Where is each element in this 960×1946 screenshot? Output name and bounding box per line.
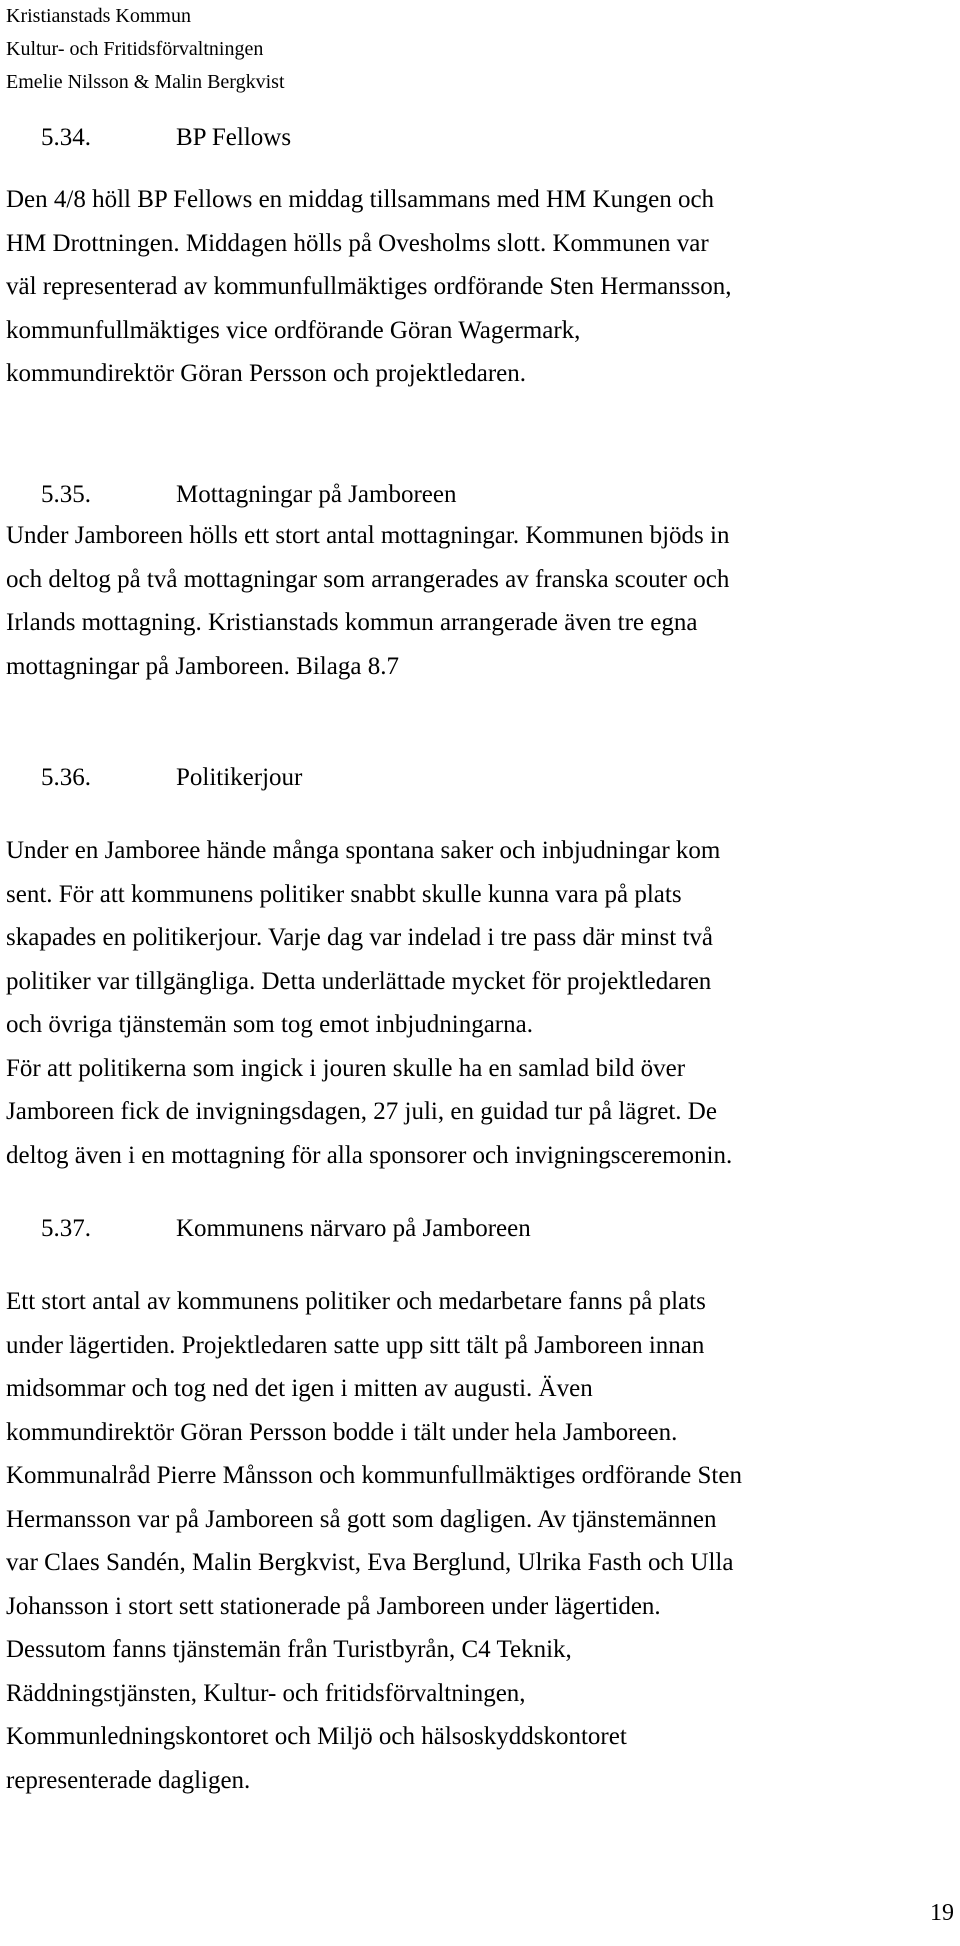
section-title: Politikerjour (176, 764, 303, 791)
section-paragraph-5-37 (6, 1280, 742, 1802)
paragraph-line: Hermansson var på Jamboreen så gott som dagligen. Av tjänstemännen (6, 1505, 717, 1533)
section-title: Mottagningar på Jamboreen (176, 481, 457, 508)
paragraph-line: Jamboreen fick de invigningsdagen, 27 juli, en guidad tur på lägret. De (6, 1098, 717, 1125)
paragraph-line: Den 4/8 höll BP Fellows en middag tillsammans med HM Kungen och (6, 186, 715, 213)
section-title: BP Fellows (176, 124, 292, 151)
paragraph-line: Under en Jamboree hände många spontana saker och inbjudningar kom (6, 837, 721, 864)
paragraph-line: skapades en politikerjour. Varje dag var indelad i tre pass där minst två (6, 924, 713, 951)
section-heading-5-36 (6, 760, 302, 796)
section-number: 5.37. (41, 1215, 91, 1242)
paragraph-line: Johansson i stort sett stationerade på Jamboreen under lägertiden. (6, 1592, 661, 1620)
paragraph-line: mottagningar på Jamboreen. Bilaga 8.7 (6, 652, 399, 680)
header-department: Kultur- och Fritidsförvaltningen (6, 38, 264, 60)
paragraph-line: Räddningstjänsten, Kultur- och fritidsförvaltningen, (6, 1679, 526, 1707)
section-paragraph-5-34 (6, 178, 731, 396)
paragraph-line: Kommunalråd Pierre Månsson och kommunfullmäktiges ordförande Sten (6, 1462, 742, 1489)
section-heading-5-37 (6, 1211, 531, 1247)
paragraph-line: representerade dagligen. (6, 1766, 251, 1794)
section-title: Kommunens närvaro på Jamboreen (176, 1215, 531, 1242)
paragraph-line: kommundirektör Göran Persson bodde i tält under hela Jamboreen. (6, 1418, 678, 1446)
paragraph-line: HM Drottningen. Middagen hölls på Ovesholms slott. Kommunen var (6, 229, 709, 257)
document-header (6, 0, 285, 99)
paragraph-line: midsommar och tog ned det igen i mitten av augusti. Även (6, 1375, 593, 1402)
paragraph-line: under lägertiden. Projektledaren satte upp sitt tält på Jamboreen innan (6, 1331, 705, 1359)
paragraph-line: För att politikerna som ingick i jouren skulle ha en samlad bild över (6, 1054, 686, 1082)
paragraph-line: kommundirektör Göran Persson och projektledaren. (6, 360, 527, 387)
paragraph-line: kommunfullmäktiges vice ordförande Göran Wagermark, (6, 316, 581, 344)
section-heading-5-35 (6, 477, 456, 513)
paragraph-line: Under Jamboreen hölls ett stort antal mottagningar. Kommunen bjöds in (6, 522, 730, 549)
paragraph-line: och deltog på två mottagningar som arrangerades av franska scouter och (6, 565, 730, 593)
section-heading-5-34 (6, 120, 291, 156)
paragraph-line: väl representerad av kommunfullmäktiges ordförande Sten Hermansson, (6, 273, 732, 300)
section-number: 5.35. (41, 481, 91, 508)
paragraph-line: Kommunledningskontoret och Miljö och hälsoskyddskontoret (6, 1723, 627, 1750)
section-number: 5.36. (41, 764, 91, 791)
header-authors: Emelie Nilsson & Malin Bergkvist (6, 71, 285, 93)
section-number: 5.34. (41, 124, 91, 151)
paragraph-line: Dessutom fanns tjänstemän från Turistbyrån, C4 Teknik, (6, 1636, 572, 1663)
paragraph-line: deltog även i en mottagning för alla sponsorer och invigningsceremonin. (6, 1141, 733, 1169)
page-number: 19 (930, 1900, 954, 1926)
paragraph-line: Ett stort antal av kommunens politiker och medarbetare fanns på plats (6, 1288, 706, 1315)
paragraph-line: var Claes Sandén, Malin Bergkvist, Eva Berglund, Ulrika Fasth och Ulla (6, 1549, 734, 1576)
section-paragraph-5-35 (6, 514, 730, 688)
paragraph-line: Irlands mottagning. Kristianstads kommun arrangerade även tre egna (6, 609, 698, 636)
paragraph-line: politiker var tillgängliga. Detta underlättade mycket för projektledaren (6, 967, 712, 995)
header-organization: Kristianstads Kommun (6, 5, 191, 27)
paragraph-line: och övriga tjänstemän som tog emot inbjudningarna. (6, 1011, 533, 1038)
section-paragraph-5-36 (6, 829, 732, 1177)
paragraph-line: sent. För att kommunens politiker snabbt skulle kunna vara på plats (6, 880, 682, 908)
